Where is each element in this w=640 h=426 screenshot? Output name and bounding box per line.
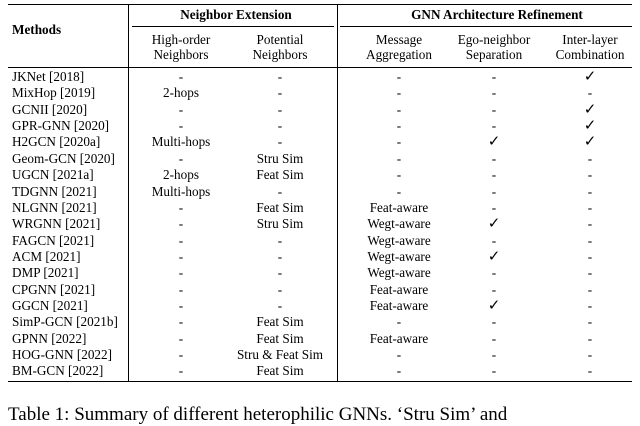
cell-high: - <box>178 101 184 117</box>
cell-inter: - <box>587 297 593 313</box>
cell-inter: - <box>587 232 593 248</box>
col-header-message-line2: Aggregation <box>366 47 432 62</box>
cell-potential: Feat Sim <box>256 330 304 346</box>
col-header-potential-line1: Potential <box>256 32 304 47</box>
col-header-ego-line2: Separation <box>465 47 523 62</box>
cell-msg: Feat-aware <box>369 330 429 346</box>
cell-msg: Wegt-aware <box>367 265 431 281</box>
col-header-high-order <box>152 32 211 62</box>
cell-potential: - <box>277 248 283 264</box>
cell-msg: - <box>396 363 402 379</box>
cell-inter: - <box>587 150 593 166</box>
cell-msg: - <box>396 134 402 150</box>
cell-msg: - <box>396 150 402 166</box>
cell-msg: - <box>396 118 402 134</box>
cell-inter: ✓ <box>583 99 597 118</box>
cell-ego: ✓ <box>487 132 501 151</box>
cell-potential: - <box>277 281 283 297</box>
cell-potential: Stru Sim <box>256 150 304 166</box>
cell-ego: - <box>491 167 497 183</box>
cell-inter: - <box>587 199 593 215</box>
cell-inter: - <box>587 347 593 362</box>
cell-potential: Feat Sim <box>256 363 304 379</box>
cell-high: - <box>178 69 184 84</box>
cell-ego: - <box>491 281 497 297</box>
col-header-inter-layer <box>556 32 625 62</box>
cell-potential: - <box>277 232 283 248</box>
cell-ego: - <box>491 347 497 362</box>
cell-method: Geom-GCN [2020] <box>12 150 115 166</box>
cell-msg: - <box>396 101 402 117</box>
cell-inter: - <box>587 216 593 232</box>
group-rule-neighbor <box>132 26 334 27</box>
cell-high: - <box>178 216 184 232</box>
cell-potential: - <box>277 85 283 101</box>
cell-inter: - <box>587 183 593 199</box>
cell-inter: - <box>587 85 593 101</box>
methods-header: Methods <box>12 22 62 37</box>
cell-inter: - <box>587 314 593 330</box>
col-header-high-order-line1: High-order <box>151 32 211 47</box>
cell-potential: Feat Sim <box>256 167 304 183</box>
cell-ego: - <box>491 363 497 379</box>
cell-ego: - <box>491 232 497 248</box>
cell-ego: - <box>491 118 497 134</box>
cell-msg: Wegt-aware <box>367 232 431 248</box>
cell-method: MixHop [2019] <box>12 85 96 101</box>
col-header-high-order-line2: Neighbors <box>153 47 209 62</box>
cell-method: WRGNN [2021] <box>12 216 101 232</box>
cell-method: DMP [2021] <box>12 265 79 281</box>
cell-method: TDGNN [2021] <box>12 183 97 199</box>
col-header-inter-line1: Inter-layer <box>562 32 618 47</box>
cell-high: Multi-hops <box>151 134 211 150</box>
cell-method: JKNet [2018] <box>12 69 85 84</box>
cell-high: - <box>178 199 184 215</box>
cell-high: - <box>178 150 184 166</box>
cell-high: - <box>178 265 184 281</box>
cell-msg: Wegt-aware <box>367 216 431 232</box>
cell-inter: ✓ <box>583 67 597 85</box>
cell-high: - <box>178 314 184 330</box>
cell-high: - <box>178 232 184 248</box>
cell-high: - <box>178 330 184 346</box>
cell-high: - <box>178 281 184 297</box>
cell-ego: - <box>491 85 497 101</box>
cell-potential: Feat Sim <box>256 199 304 215</box>
cell-potential: - <box>277 183 283 199</box>
cell-potential: Stru & Feat Sim <box>236 347 324 362</box>
group-header-gnn-refinement: GNN Architecture Refinement <box>411 7 583 22</box>
cell-msg: - <box>396 183 402 199</box>
cell-method: CPGNN [2021] <box>12 281 96 297</box>
cell-ego: - <box>491 101 497 117</box>
cell-potential: - <box>277 265 283 281</box>
cell-inter: - <box>587 363 593 379</box>
cell-ego: ✓ <box>487 295 501 314</box>
col-header-message-line1: Message <box>375 32 423 47</box>
table-caption: Table 1: Summary of different heterophilic GNNs. ‘Stru Sim’ and <box>8 404 508 425</box>
cell-high: - <box>178 118 184 134</box>
cell-method: BM-GCN [2022] <box>12 363 104 379</box>
cell-high: 2-hops <box>163 85 199 101</box>
cell-method: FAGCN [2021] <box>12 232 95 248</box>
cell-msg: Wegt-aware <box>367 248 431 264</box>
cell-ego: - <box>491 330 497 346</box>
cell-msg: - <box>396 85 402 101</box>
col-header-ego-line1: Ego-neighbor <box>457 32 531 47</box>
cell-ego: ✓ <box>487 246 501 265</box>
cell-msg: Feat-aware <box>369 297 429 313</box>
cell-high: - <box>178 248 184 264</box>
col-header-inter-line2: Combination <box>555 47 625 62</box>
cell-inter: - <box>587 248 593 264</box>
bottom-rule <box>8 381 632 382</box>
top-rule <box>8 4 632 5</box>
cell-inter: - <box>587 167 593 183</box>
cell-high: 2-hops <box>163 167 199 183</box>
cell-msg: - <box>396 347 402 362</box>
cell-ego: - <box>491 199 497 215</box>
cell-msg: Feat-aware <box>369 281 429 297</box>
cell-method: H2GCN [2020a] <box>12 134 101 150</box>
col-header-potential-line2: Neighbors <box>252 47 308 62</box>
cell-method: HOG-GNN [2022] <box>12 347 112 362</box>
col-header-message-aggregation <box>366 32 432 62</box>
cell-method: ACM [2021] <box>12 248 81 264</box>
separator-groups <box>337 5 338 381</box>
cell-method: UGCN [2021a] <box>12 167 94 183</box>
cell-potential: - <box>277 134 283 150</box>
cell-potential: - <box>277 297 283 313</box>
cell-ego: - <box>491 265 497 281</box>
cell-potential: Stru Sim <box>256 216 304 232</box>
cell-potential: Feat Sim <box>256 314 304 330</box>
cell-inter: ✓ <box>583 132 597 151</box>
cell-msg: - <box>396 314 402 330</box>
cell-ego: - <box>491 183 497 199</box>
cell-high: - <box>178 363 184 379</box>
cell-ego: - <box>491 69 497 84</box>
cell-method: GGCN [2021] <box>12 297 88 313</box>
cell-potential: - <box>277 69 283 84</box>
cell-high: - <box>178 347 184 362</box>
cell-method: NLGNN [2021] <box>12 199 97 215</box>
cell-inter: - <box>587 330 593 346</box>
cell-method: GPR-GNN [2020] <box>12 118 110 134</box>
cell-potential: - <box>277 101 283 117</box>
cell-method: SimP-GCN [2021b] <box>12 314 118 330</box>
cell-ego: ✓ <box>487 214 501 233</box>
cell-msg: - <box>396 167 402 183</box>
cell-inter: ✓ <box>583 116 597 135</box>
cell-msg: - <box>396 69 402 84</box>
col-header-potential <box>253 32 308 62</box>
cell-method: GPNN [2022] <box>12 330 87 346</box>
group-rule-gnn <box>340 26 632 27</box>
cell-msg: Feat-aware <box>369 199 429 215</box>
cell-ego: - <box>491 314 497 330</box>
cell-ego: - <box>491 150 497 166</box>
header-rule <box>8 67 632 68</box>
col-header-ego-neighbor <box>458 32 531 62</box>
separator-methods <box>128 5 129 381</box>
cell-high: Multi-hops <box>151 183 211 199</box>
cell-high: - <box>178 297 184 313</box>
cell-method: GCNII [2020] <box>12 101 88 117</box>
cell-inter: - <box>587 265 593 281</box>
cell-inter: - <box>587 281 593 297</box>
group-header-neighbor-extension: Neighbor Extension <box>180 7 292 22</box>
cell-potential: - <box>277 118 283 134</box>
